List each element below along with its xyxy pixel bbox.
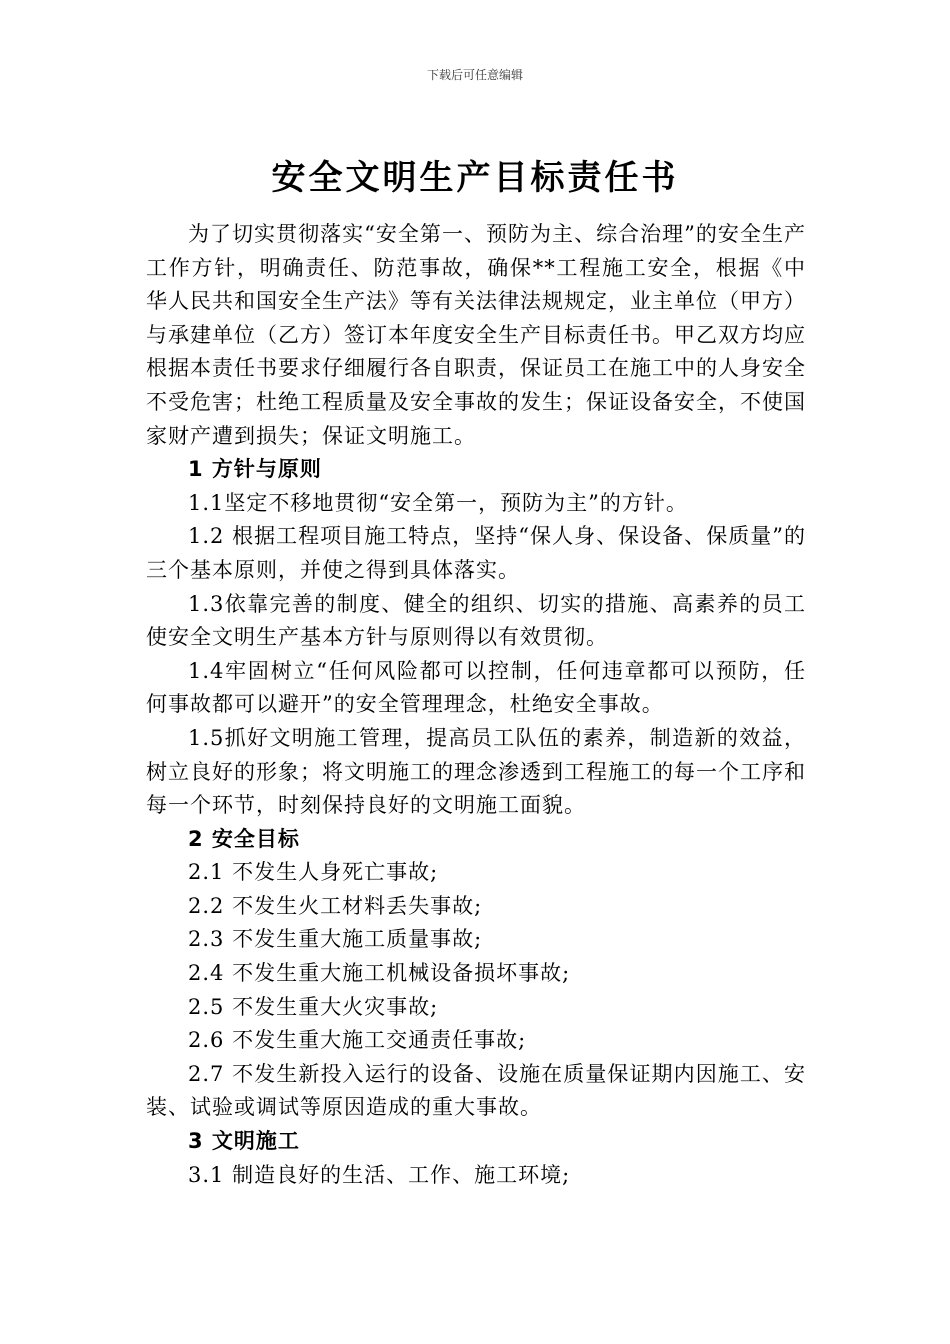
- section-3-heading: 3 文明施工: [188, 1129, 300, 1154]
- section-2-item: 2.7 不发生新投入运行的设备、设施在质量保证期内因施工、安装、试验或调试等原因造成的重大事故。: [146, 1061, 806, 1120]
- section-1-item: 1.5抓好文明施工管理，提高员工队伍的素养，制造新的效益，树立良好的形象；将文明施工的理念渗透到工程施工的每一个工序和每一个环节，时刻保持良好的文明施工面貌。: [146, 725, 806, 818]
- section-2-item: 2.5 不发生重大火灾事故;: [188, 994, 439, 1019]
- section-1-item: 1.2 根据工程项目施工特点，坚持“保人身、保设备、保质量”的三个基本原则，并使之得到具体落实。: [146, 524, 806, 582]
- section-3-item: 3.1 制造良好的生活、工作、施工环境;: [188, 1162, 571, 1187]
- document-body: [146, 218, 806, 1192]
- document-title: 安全文明生产目标责任书: [271, 158, 679, 198]
- section-2-item: 2.3 不发生重大施工质量事故;: [188, 927, 483, 952]
- section-2-item: 2.4 不发生重大施工机械设备损坏事故;: [188, 961, 571, 986]
- section-1-heading: 1 方针与原则: [188, 457, 322, 482]
- section-2-heading: 2 安全目标: [188, 826, 300, 851]
- section-2-item: 2.2 不发生火工材料丢失事故;: [188, 893, 483, 918]
- section-2-item: 2.6 不发生重大施工交通责任事故;: [188, 1028, 527, 1053]
- section-1-item: 1.1坚定不移地贯彻“安全第一，预防为主”的方针。: [188, 490, 688, 515]
- intro-paragraph: 为了切实贯彻落实“安全第一、预防为主、综合治理”的安全生产工作方针，明确责任、防范事故，确保**工程施工安全，根据《中华人民共和国安全生产法》等有关法律法规规定，业主单位（甲方）与承建单位（乙方）签订本年度安全生产目标责任书。甲乙双方均应根据本责任书要求仔细履行各自职责，保证员工在施工中的人身安全不受危害；杜绝工程质量及安全事故的发生；保证设备安全，不使国家财产遭到损失；保证文明施工。: [146, 222, 806, 448]
- section-1-item: 1.3依靠完善的制度、健全的组织、切实的措施、高素养的员工使安全文明生产基本方针与原则得以有效贯彻。: [146, 591, 806, 650]
- header-note: 下载后可任意编辑: [426, 68, 523, 82]
- section-1-item: 1.4牢固树立“任何风险都可以控制，任何违章都可以预防，任何事故都可以避开”的安全管理理念，杜绝安全事故。: [146, 658, 806, 717]
- section-2-item: 2.1 不发生人身死亡事故;: [188, 860, 439, 885]
